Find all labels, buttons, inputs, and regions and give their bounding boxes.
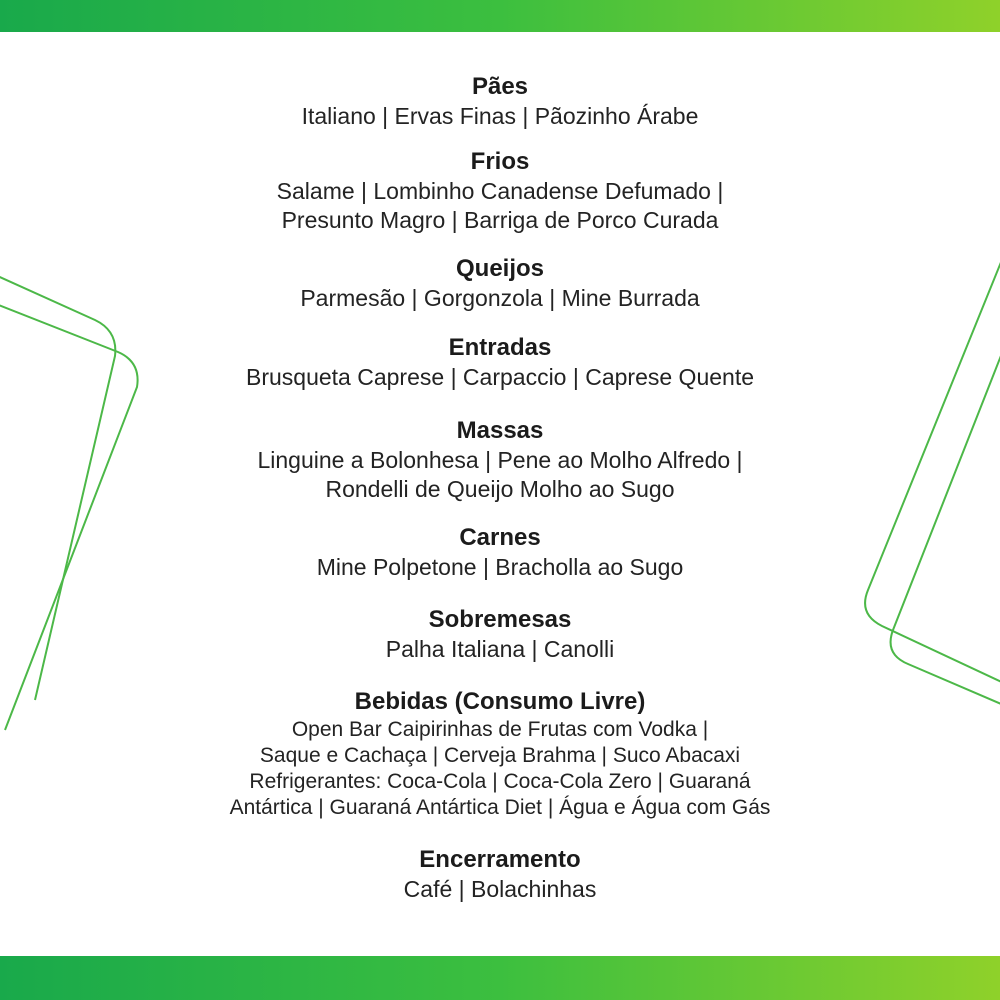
- section-item-line: Palha Italiana | Canolli: [385, 636, 615, 662]
- section-frios: [0, 147, 1000, 235]
- section-item-line: Open Bar Caipirinhas de Frutas com Vodka |: [291, 718, 709, 741]
- section-item-line: Brusqueta Caprese | Carpaccio | Caprese Quente: [246, 364, 754, 390]
- section-title: Encerramento: [419, 846, 581, 873]
- section-item-line: Salame | Lombinho Canadense Defumado |: [276, 178, 724, 204]
- section-title: Carnes: [459, 524, 541, 551]
- section-massas: [0, 416, 1000, 504]
- section-sobremesas: [0, 605, 1000, 664]
- section-carnes: [0, 523, 1000, 582]
- section-item-line: Linguine a Bolonhesa | Pene ao Molho Alfredo |: [257, 447, 743, 473]
- section-item-line: Italiano | Ervas Finas | Pãozinho Árabe: [301, 103, 699, 129]
- section-item-line: Saque e Cachaça | Cerveja Brahma | Suco Abacaxi: [259, 744, 741, 767]
- section-queijos: [0, 254, 1000, 313]
- section-title: Bebidas (Consumo Livre): [354, 688, 646, 715]
- section-item-line: Café | Bolachinhas: [403, 876, 597, 902]
- section-title: Sobremesas: [428, 606, 572, 633]
- section-item-line: Antártica | Guaraná Antártica Diet | Água e Água com Gás: [229, 796, 771, 819]
- section-entradas: [0, 333, 1000, 392]
- section-bebidas: [0, 687, 1000, 821]
- section-item-line: Parmesão | Gorgonzola | Mine Burrada: [300, 285, 700, 311]
- section-item-line: Refrigerantes: Coca-Cola | Coca-Cola Zero | Guaraná: [249, 770, 751, 793]
- section-paes: [0, 72, 1000, 131]
- section-item-line: Presunto Magro | Barriga de Porco Curada: [281, 207, 719, 233]
- section-title: Entradas: [448, 334, 552, 361]
- bottom-gradient-bar: [0, 956, 1000, 1000]
- section-item-line: Mine Polpetone | Bracholla ao Sugo: [316, 554, 684, 580]
- section-title: Massas: [456, 417, 544, 444]
- section-item-line: Rondelli de Queijo Molho ao Sugo: [325, 476, 675, 502]
- menu-content: [0, 72, 1000, 904]
- section-title: Frios: [470, 148, 530, 175]
- section-title: Pães: [471, 73, 529, 100]
- section-title: Queijos: [455, 255, 545, 282]
- section-encerramento: [0, 845, 1000, 904]
